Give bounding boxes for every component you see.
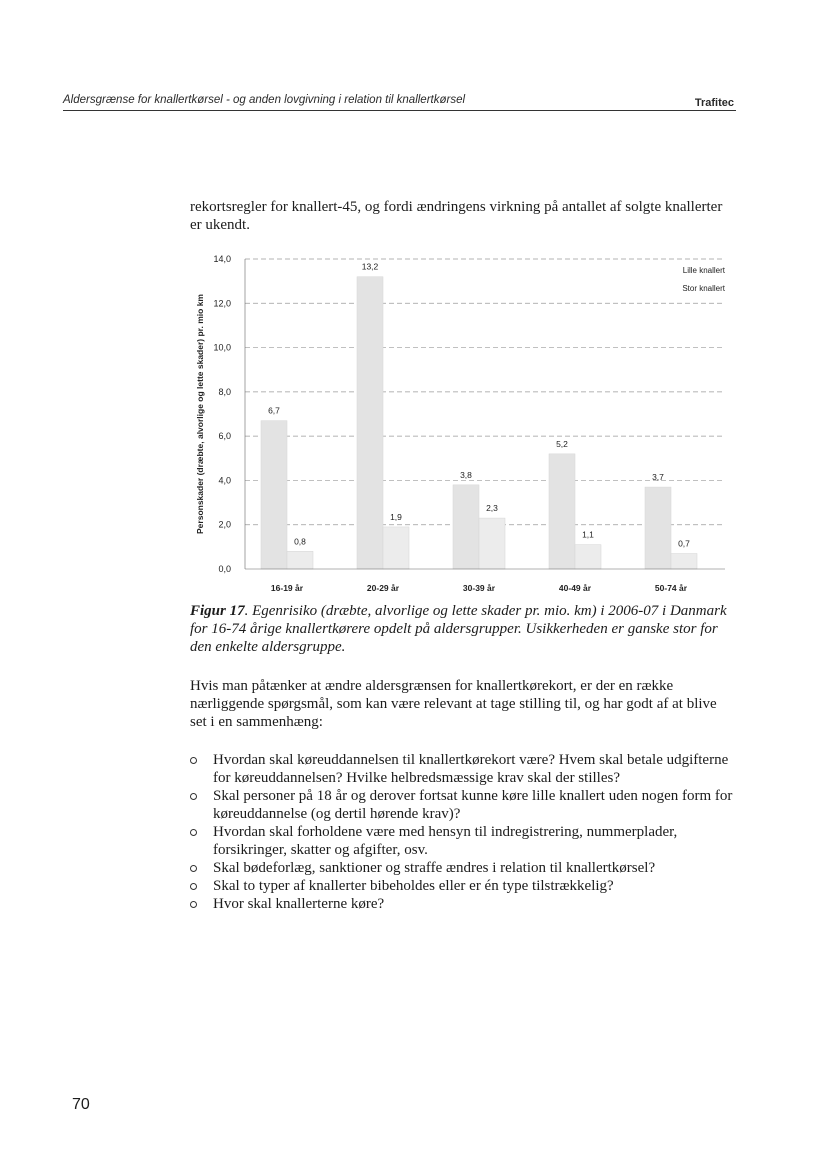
risk-bar-chart xyxy=(185,244,730,599)
legend-label: Stor knallert xyxy=(682,284,725,293)
legend-label: Lille knallert xyxy=(682,266,725,275)
list-item xyxy=(188,787,733,823)
list-item xyxy=(188,877,733,895)
list-item-text: Skal bødeforlæg, sanktioner og straffe ændres i relation til knallertkørsel? xyxy=(213,860,656,876)
y-tick-label: 12,0 xyxy=(213,298,231,309)
data-label: 0,7 xyxy=(678,538,690,549)
data-label: 2,3 xyxy=(486,503,498,514)
y-tick-label: 6,0 xyxy=(218,431,231,442)
x-tick-label: 20-29 år xyxy=(366,583,400,593)
data-label: 13,2 xyxy=(361,261,379,272)
body-paragraph: Hvis man påtænker at ændre aldersgrænsen for knallertkørekort, er der en række nærliggende spørgsmål, som kan være relevant at tage stilling til, og har godt af at blive set i en sammenhæng: xyxy=(190,678,717,730)
x-tick-label: 30-39 år xyxy=(462,583,496,593)
data-label: 3,7 xyxy=(652,472,664,483)
bar xyxy=(383,527,409,569)
bar xyxy=(549,454,575,569)
list-item xyxy=(188,823,733,859)
list-item-text: Hvordan skal forholdene være med hensyn til indregistrering, nummerplader, forsikringer, skatter og afgifter, osv. xyxy=(213,824,678,858)
bar xyxy=(453,485,479,569)
bar xyxy=(479,518,505,569)
y-axis-title: Personskader (dræbte, alvorlige og lette skader) pr. mio km xyxy=(195,294,205,534)
bullet-icon xyxy=(190,901,197,908)
figure-label: Figur 17 xyxy=(190,603,245,619)
y-tick-label: 14,0 xyxy=(213,254,231,264)
bullet-icon xyxy=(190,757,197,764)
header-divider xyxy=(63,110,736,111)
bar xyxy=(357,277,383,569)
x-tick-label: 50-74 år xyxy=(654,583,688,593)
bullet-icon xyxy=(190,793,197,800)
list-item-text: Skal to typer af knallerter bibeholdes eller er én type tilstrækkelig? xyxy=(213,878,614,894)
figure-caption xyxy=(190,602,730,656)
y-tick-label: 0,0 xyxy=(218,564,231,574)
data-label: 1,1 xyxy=(582,529,594,540)
y-tick-label: 8,0 xyxy=(218,386,231,397)
bar xyxy=(671,554,697,570)
list-item-text: Hvor skal knallerterne køre? xyxy=(213,896,385,912)
running-header-publisher: Trafitec xyxy=(694,97,734,109)
data-label: 6,7 xyxy=(268,405,280,416)
question-list xyxy=(188,751,733,913)
list-item-text: Skal personer på 18 år og derover fortsat kunne køre lille knallert uden nogen form for køreuddannelse (og dertil hørende krav)? xyxy=(213,788,733,822)
running-header-title: Aldersgrænse for knallertkørsel - og anden lovgivning i relation til knallertkørsel xyxy=(63,94,466,106)
data-label: 1,9 xyxy=(390,511,402,522)
x-tick-label: 40-49 år xyxy=(558,583,592,593)
y-tick-label: 2,0 xyxy=(218,519,231,530)
bullet-icon xyxy=(190,865,197,872)
bullet-icon xyxy=(190,883,197,890)
figure-caption-text: . Egenrisiko (dræbte, alvorlige og lette skader pr. mio. km) i 2006-07 i Danmark for 16-74 årige knallertkørere opdelt på aldersgrupper. Usikkerheden er ganske stor for den enkelte aldersgruppe. xyxy=(190,603,727,655)
x-tick-label: 16-19 år xyxy=(270,583,304,593)
bar xyxy=(645,487,671,569)
list-item xyxy=(188,751,733,787)
data-label: 5,2 xyxy=(556,438,568,449)
bullet-icon xyxy=(190,829,197,836)
list-item xyxy=(188,895,733,913)
data-label: 3,8 xyxy=(460,469,472,480)
bar xyxy=(575,545,601,569)
data-label: 0,8 xyxy=(294,536,306,547)
list-item-text: Hvordan skal køreuddannelsen til knallertkørekort være? Hvem skal betale udgifterne for køreuddannelsen? Hvilke helbredsmæssige krav skal der stilles? xyxy=(213,752,729,786)
intro-paragraph: rekortsregler for knallert-45, og fordi ændringens virkning på antallet af solgte knallerter er ukendt. xyxy=(190,199,723,233)
bar xyxy=(287,551,313,569)
page-number: 70 xyxy=(72,1096,90,1113)
bar xyxy=(261,421,287,569)
list-item xyxy=(188,859,733,877)
y-tick-label: 4,0 xyxy=(218,475,231,486)
y-tick-label: 10,0 xyxy=(213,342,231,353)
